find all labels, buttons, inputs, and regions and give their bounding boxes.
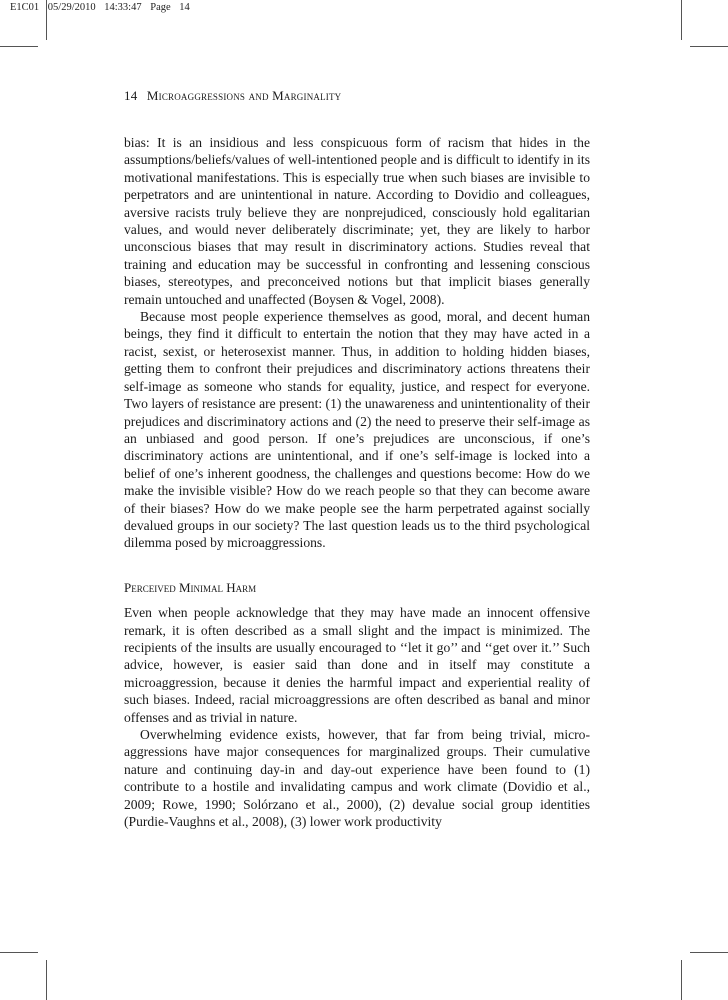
paragraph: Even when people acknowledge that they may have made an innocent offensive remark, it is often described as a small slight and the impact is minimized. The recipients of the insults are usually encouraged to ‘‘let it go’’ and ‘‘get over it.’’ Such advice, however, is easier said than done and in itself may constitute a microaggression, because it denies the harmful impact and experiential reality of such biases. Indeed, racial microaggressions are often described as banal and minor offenses and as trivial in nature. bbox=[124, 605, 590, 725]
section-heading: Perceived Minimal Harm bbox=[124, 579, 257, 595]
crop-mark-left-upper bbox=[0, 46, 38, 47]
crop-mark-top-right bbox=[681, 0, 682, 40]
paragraph: Overwhelming evidence exists, however, that far from being trivial, microaggressions have major consequences for marginalized groups. Their cumulative nature and continuing day-in and day-out experience have been found to (1) contribute to a hostile and invalidating campus and work climate (Dovidio et al., 2009; Rowe, 1990; Solórzano et al., 2000), (2) devalue social group identities (Purdie-Vaughns et al., 2008), (3) lower work productivity bbox=[124, 727, 590, 830]
slug-date: 05/29/2010 bbox=[47, 2, 96, 13]
crop-mark-right-lower bbox=[690, 952, 728, 953]
paragraph: Because most people experience themselves as good, moral, and decent human beings, they find it difficult to entertain the notion that they may have acted in a racist, sexist, or heterosexist manner. Thus, in addition to holding hidden biases, getting them to confront their prejudices and discriminatory actions threatens their self-image as someone who stands for equality, justice, and respect for everyone. Two layers of resistance are present: (1) the unawareness and unintentionality of their prejudices and discriminatory actions and (2) the need to preserve their self-image as an unbiased and good person. If one’s prejudices are unconscious, if one’s discriminatory actions are unintentional, and if one’s self-image is locked into a belief of one’s inherent goodness, the challenges and questions become: How do we make the invisible visible? How do we reach people so that they can become aware of their biases? How do we make people see the harm perpetrated against socially devalued groups in our society? The last question leads us to the third psychological dilemma posed by microaggressions. bbox=[124, 309, 590, 551]
crop-mark-bottom-left bbox=[46, 960, 47, 1000]
slug-page-label: Page 14 bbox=[150, 2, 190, 13]
print-slug bbox=[10, 2, 190, 13]
running-head-title: Microaggressions and Marginality bbox=[146, 88, 342, 103]
slug-time: 14:33:47 bbox=[104, 2, 142, 13]
crop-mark-bottom-right bbox=[681, 960, 682, 1000]
paragraph: bias: It is an insidious and less conspicuous form of racism that hides in the assumptions/beliefs/values of well-intentioned people and is difficult to identify in its motivational manifestations. This is especially true when such biases are invisible to perpetrators and are unintentional in nature. According to Dovidio and colleagues, aversive racists truly believe they are nonprejudiced, consciously hold egalitarian values, and would never deliberately discriminate; yet, they are likely to harbor unconscious biases that may result in discriminatory actions. Studies reveal that training and education may be successful in confronting and lessening conscious biases, stereotypes, and preconceived notions but that implicit biases generally remain untouched and unaffected (Boysen & Vogel, 2008). bbox=[124, 135, 590, 307]
slug-file-id: E1C01 bbox=[10, 2, 40, 13]
running-head bbox=[124, 88, 341, 104]
body-text bbox=[124, 134, 590, 830]
crop-mark-right-upper bbox=[690, 46, 728, 47]
crop-mark-top-left bbox=[46, 0, 47, 40]
crop-mark-left-lower bbox=[0, 952, 38, 953]
page-number: 14 bbox=[124, 88, 138, 103]
